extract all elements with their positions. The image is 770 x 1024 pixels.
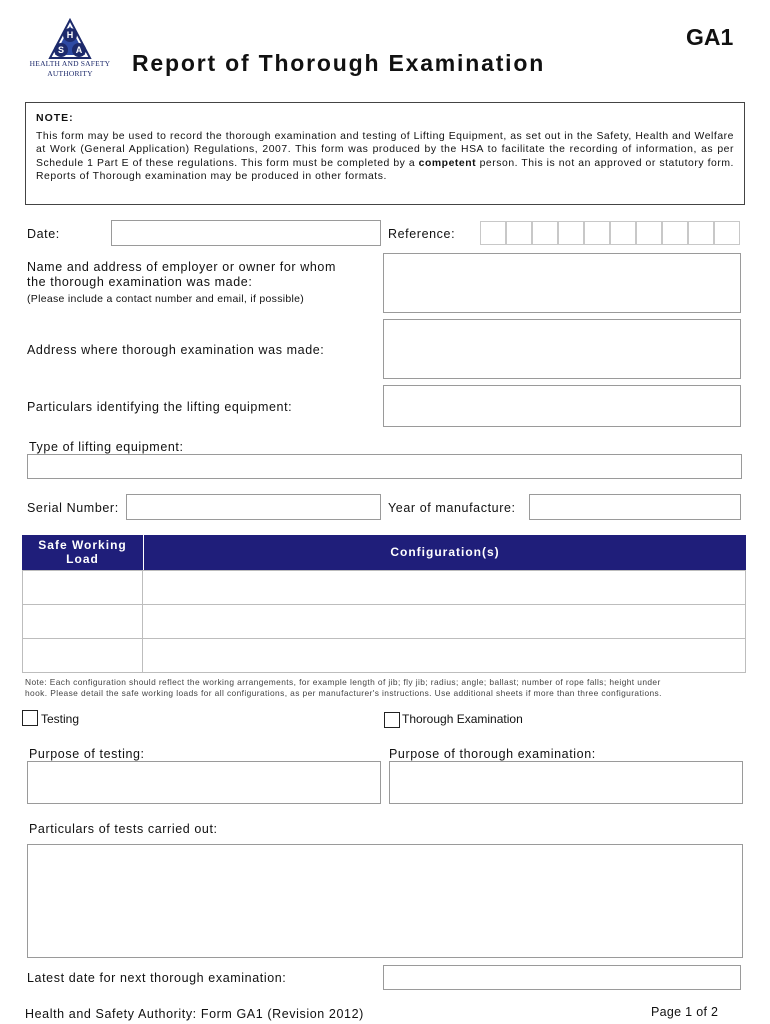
purpose-thorough-field[interactable] xyxy=(389,761,743,804)
reference-cell[interactable] xyxy=(584,221,610,245)
employer-hint: (Please include a contact number and email, if possible) xyxy=(27,293,305,305)
hsa-logo xyxy=(22,18,118,80)
particulars-label: Particulars identifying the lifting equipment: xyxy=(27,400,293,414)
serial-label: Serial Number: xyxy=(27,501,119,515)
footer-form-info: Health and Safety Authority: Form GA1 (Revision 2012) xyxy=(25,1007,364,1021)
swl-header-line1: Safe Working xyxy=(38,538,127,552)
employer-field[interactable] xyxy=(383,253,741,313)
testing-checkbox-label: Testing xyxy=(41,712,80,726)
logo-letter-s: S xyxy=(57,45,65,55)
reference-cell[interactable] xyxy=(532,221,558,245)
note-heading: NOTE: xyxy=(36,112,74,124)
reference-cell[interactable] xyxy=(662,221,688,245)
reference-label: Reference: xyxy=(388,227,456,241)
note-text xyxy=(36,130,734,184)
date-label: Date: xyxy=(27,227,60,241)
note-box xyxy=(25,102,745,205)
swl-header-line2: Load xyxy=(66,552,99,566)
address-field[interactable] xyxy=(383,319,741,379)
table-note-line2: hook. Please detail the safe working loads for all configurations, as per manufacturer's instructions. Use additional sheets if more than three configurations. xyxy=(25,688,662,698)
swl-header xyxy=(22,535,143,570)
year-field[interactable] xyxy=(529,494,741,520)
form-code: GA1 xyxy=(686,24,734,50)
address-label: Address where thorough examination was made: xyxy=(27,343,325,357)
swl-cell[interactable] xyxy=(22,604,143,639)
date-field[interactable] xyxy=(111,220,381,246)
reference-cell[interactable] xyxy=(506,221,532,245)
configuration-cell[interactable] xyxy=(142,604,746,639)
employer-label-line1: Name and address of employer or owner for whom xyxy=(27,260,336,274)
reference-cell[interactable] xyxy=(636,221,662,245)
reference-cell[interactable] xyxy=(610,221,636,245)
thorough-examination-checkbox-label: Thorough Examination xyxy=(402,712,523,726)
year-label: Year of manufacture: xyxy=(388,501,516,515)
reference-cell[interactable] xyxy=(714,221,740,245)
configuration-cell[interactable] xyxy=(142,570,746,605)
logo-letter-a: A xyxy=(75,45,83,55)
type-label: Type of lifting equipment: xyxy=(29,440,184,454)
note-text-bold: competent xyxy=(418,157,477,169)
type-field[interactable] xyxy=(27,454,742,479)
page-title: Report of Thorough Examination xyxy=(132,50,546,76)
reference-cell[interactable] xyxy=(688,221,714,245)
particulars-field[interactable] xyxy=(383,385,741,427)
reference-cell[interactable] xyxy=(480,221,506,245)
configuration-header: Configuration(s) xyxy=(143,535,746,570)
note-text-part2: person. This is not an approved or statutory form. Reports of Thorough examination may be produced in other formats. xyxy=(36,157,734,183)
purpose-testing-label: Purpose of testing: xyxy=(29,747,145,761)
note-text-part1: This form may be used to record the thorough examination and testing of Lifting Equipment, as set out in the Safety, Health and Welfare at Work (General Application) Regulations, 2007. This form was produced by the HSA to facilitate the recording of information, as per Schedule 1 Part E of these regulations. This form must be completed by a xyxy=(36,131,734,169)
reference-cell[interactable] xyxy=(558,221,584,245)
tests-field[interactable] xyxy=(27,844,743,958)
employer-label-line2: the thorough examination was made: xyxy=(27,275,253,289)
configuration-cell[interactable] xyxy=(142,638,746,673)
logo-letter-h: H xyxy=(66,30,74,40)
logo-line-1: HEALTH AND SAFETY xyxy=(29,59,111,68)
purpose-testing-field[interactable] xyxy=(27,761,381,804)
testing-checkbox[interactable] xyxy=(22,710,38,726)
serial-field[interactable] xyxy=(126,494,381,520)
swl-cell[interactable] xyxy=(22,570,143,605)
tests-label: Particulars of tests carried out: xyxy=(29,822,218,836)
next-exam-field[interactable] xyxy=(383,965,741,990)
next-exam-label: Latest date for next thorough examination: xyxy=(27,971,287,985)
swl-cell[interactable] xyxy=(22,638,143,673)
purpose-thorough-label: Purpose of thorough examination: xyxy=(389,747,596,761)
page-number: Page 1 of 2 xyxy=(651,1005,719,1019)
logo-line-2: AUTHORITY xyxy=(47,69,93,78)
thorough-examination-checkbox[interactable] xyxy=(384,712,400,728)
table-note xyxy=(25,677,747,699)
table-note-line1: Note: Each configuration should reflect the working arrangements, for example length of jib; fly jib; radius; angle; ballast; number of rope falls; height under xyxy=(25,677,661,687)
